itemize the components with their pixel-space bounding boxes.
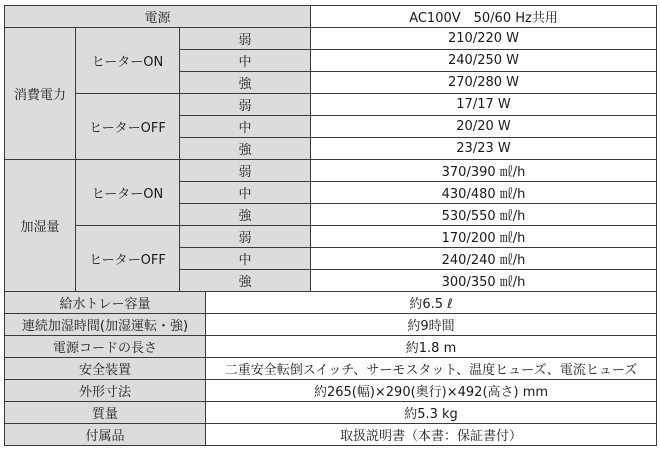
level-label: 強 — [180, 138, 311, 160]
power-value: 17/17 W — [311, 94, 657, 116]
tank-capacity-label: 給水トレー容量 — [5, 292, 206, 314]
table-row — [5, 226, 657, 248]
table-row — [5, 380, 657, 402]
table-row — [5, 424, 657, 446]
accessories-label: 付属品 — [5, 424, 206, 446]
cord-length-value: 約1.8 m — [206, 336, 657, 358]
humid-value: 240/240 ㎖/h — [311, 248, 657, 270]
power-source-label: 電源 — [5, 6, 311, 28]
power-heater-on-label: ヒーターON — [76, 28, 180, 94]
weight-label: 質量 — [5, 402, 206, 424]
table-row — [5, 6, 657, 28]
level-label: 強 — [180, 204, 311, 226]
power-value: 240/250 W — [311, 50, 657, 72]
continuous-time-label: 連続加湿時間(加湿運転・強) — [5, 314, 206, 336]
table-row — [5, 160, 657, 182]
humid-value: 170/200 ㎖/h — [311, 226, 657, 248]
power-source-value: AC100V 50/60 Hz共用 — [311, 6, 657, 28]
power-consumption-label: 消費電力 — [5, 28, 76, 160]
power-value: 210/220 W — [311, 28, 657, 50]
level-label: 弱 — [180, 226, 311, 248]
table-row — [5, 336, 657, 358]
level-label: 強 — [180, 72, 311, 94]
level-label: 弱 — [180, 28, 311, 50]
power-value: 20/20 W — [311, 116, 657, 138]
humidification-label: 加湿量 — [5, 160, 76, 292]
safety-device-label: 安全装置 — [5, 358, 206, 380]
safety-device-value: 二重安全転倒スイッチ、サーモスタット、温度ヒューズ、電流ヒューズ — [206, 358, 657, 380]
humid-value: 530/550 ㎖/h — [311, 204, 657, 226]
power-value: 23/23 W — [311, 138, 657, 160]
tank-capacity-value: 約6.5 ℓ — [206, 292, 657, 314]
table-row — [5, 358, 657, 380]
level-label: 中 — [180, 50, 311, 72]
table-row — [5, 292, 657, 314]
accessories-value: 取扱説明書（本書：保証書付） — [206, 424, 657, 446]
level-label: 中 — [180, 248, 311, 270]
cord-length-label: 電源コードの長さ — [5, 336, 206, 358]
level-label: 強 — [180, 270, 311, 292]
weight-value: 約5.3 kg — [206, 402, 657, 424]
humid-value: 430/480 ㎖/h — [311, 182, 657, 204]
humid-value: 370/390 ㎖/h — [311, 160, 657, 182]
table-row — [5, 314, 657, 336]
dimensions-value: 約265(幅)×290(奥行)×492(高さ) mm — [206, 380, 657, 402]
humid-value: 300/350 ㎖/h — [311, 270, 657, 292]
table-row — [5, 94, 657, 116]
power-value: 270/280 W — [311, 72, 657, 94]
dimensions-label: 外形寸法 — [5, 380, 206, 402]
level-label: 弱 — [180, 94, 311, 116]
spec-table-container — [4, 5, 656, 446]
continuous-time-value: 約9時間 — [206, 314, 657, 336]
level-label: 弱 — [180, 160, 311, 182]
humid-heater-off-label: ヒーターOFF — [76, 226, 180, 292]
level-label: 中 — [180, 116, 311, 138]
table-row — [5, 28, 657, 50]
table-row — [5, 402, 657, 424]
humid-heater-on-label: ヒーターON — [76, 160, 180, 226]
spec-table — [4, 5, 657, 446]
power-heater-off-label: ヒーターOFF — [76, 94, 180, 160]
level-label: 中 — [180, 182, 311, 204]
